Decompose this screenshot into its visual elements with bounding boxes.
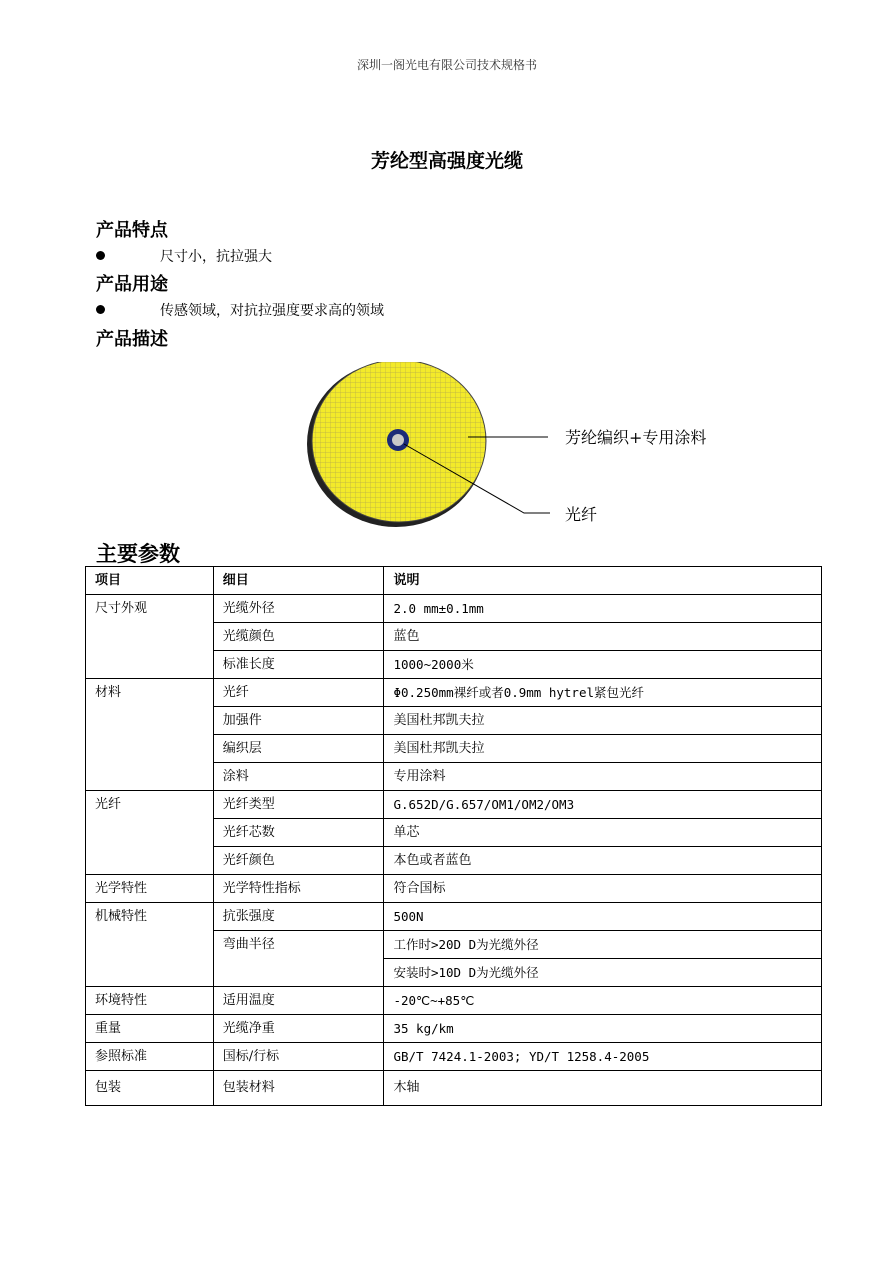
item-cell: 尺寸外观 [86,595,214,679]
desc-cell: 木轴 [384,1071,822,1106]
jacket-label: 芳纶编织+专用涂料 [565,428,707,447]
desc-cell: GB/T 7424.1-2003; YD/T 1258.4-2005 [384,1043,822,1071]
desc-cell: 本色或者蓝色 [384,847,822,875]
bullet-icon [96,251,105,260]
table-row [86,1015,822,1043]
column-header: 细目 [213,567,384,595]
sub-cell: 光学特性指标 [213,875,384,903]
table-row [86,875,822,903]
desc-cell: 专用涂料 [384,763,822,791]
table-row [86,595,822,623]
sub-cell: 光纤 [213,679,384,707]
sub-cell: 包装材料 [213,1071,384,1106]
table-row [86,791,822,819]
usage-item [96,301,384,321]
sub-cell: 光纤类型 [213,791,384,819]
sub-cell: 光缆净重 [213,1015,384,1043]
item-cell: 环境特性 [86,987,214,1015]
item-cell: 参照标准 [86,1043,214,1071]
feature-item [96,247,272,267]
page-header: 深圳一阁光电有限公司技术规格书 [356,58,537,72]
table-row [86,1043,822,1071]
spec-table [85,566,822,1106]
desc-cell: 2.0 mm±0.1mm [384,595,822,623]
item-cell: 机械特性 [86,903,214,987]
features-heading: 产品特点 [96,220,168,241]
desc-cell: Φ0.250mm裸纤或者0.9mm hytrel紧包光纤 [384,679,822,707]
sub-cell: 编织层 [213,735,384,763]
desc-cell: G.652D/G.657/OM1/OM2/OM3 [384,791,822,819]
fiber-core [392,434,404,446]
feature-text: 尺寸小，抗拉强大 [160,249,272,265]
desc-cell: 1000~2000米 [384,651,822,679]
item-cell: 包装 [86,1071,214,1106]
doc-title: 芳纶型高强度光缆 [370,150,523,172]
desc-cell: 符合国标 [384,875,822,903]
sub-cell: 适用温度 [213,987,384,1015]
sub-cell: 标准长度 [213,651,384,679]
item-cell: 光纤 [86,791,214,875]
sub-cell: 光纤芯数 [213,819,384,847]
desc-cell: 美国杜邦凯夫拉 [384,707,822,735]
sub-cell: 光缆外径 [213,595,384,623]
desc-cell: 单芯 [384,819,822,847]
desc-cell: 美国杜邦凯夫拉 [384,735,822,763]
sub-cell: 国标/行标 [213,1043,384,1071]
item-cell: 重量 [86,1015,214,1043]
desc-cell: 蓝色 [384,623,822,651]
desc-cell: 工作时>20D D为光缆外径 [384,931,822,959]
sub-cell: 抗张强度 [213,903,384,931]
sub-cell: 光纤颜色 [213,847,384,875]
table-row [86,987,822,1015]
sub-cell: 光缆颜色 [213,623,384,651]
desc-cell: -20℃~+85℃ [384,987,822,1015]
sub-cell: 涂料 [213,763,384,791]
params-heading: 主要参数 [96,541,180,566]
desc-cell: 35 kg/km [384,1015,822,1043]
table-header-row [86,567,822,595]
item-cell: 材料 [86,679,214,791]
fiber-label: 光纤 [565,505,598,524]
desc-cell: 安装时>10D D为光缆外径 [384,959,822,987]
usage-heading: 产品用途 [96,274,168,295]
column-header: 项目 [86,567,214,595]
usage-text: 传感领域，对抗拉强度要求高的领域 [160,303,384,319]
sub-cell: 弯曲半径 [213,931,384,987]
table-row [86,1071,822,1106]
description-heading: 产品描述 [96,329,168,350]
table-row [86,903,822,931]
table-row [86,679,822,707]
column-header: 说明 [384,567,822,595]
item-cell: 光学特性 [86,875,214,903]
sub-cell: 加强件 [213,707,384,735]
cable-cross-section-diagram [300,362,740,532]
desc-cell: 500N [384,903,822,931]
bullet-icon [96,305,105,314]
